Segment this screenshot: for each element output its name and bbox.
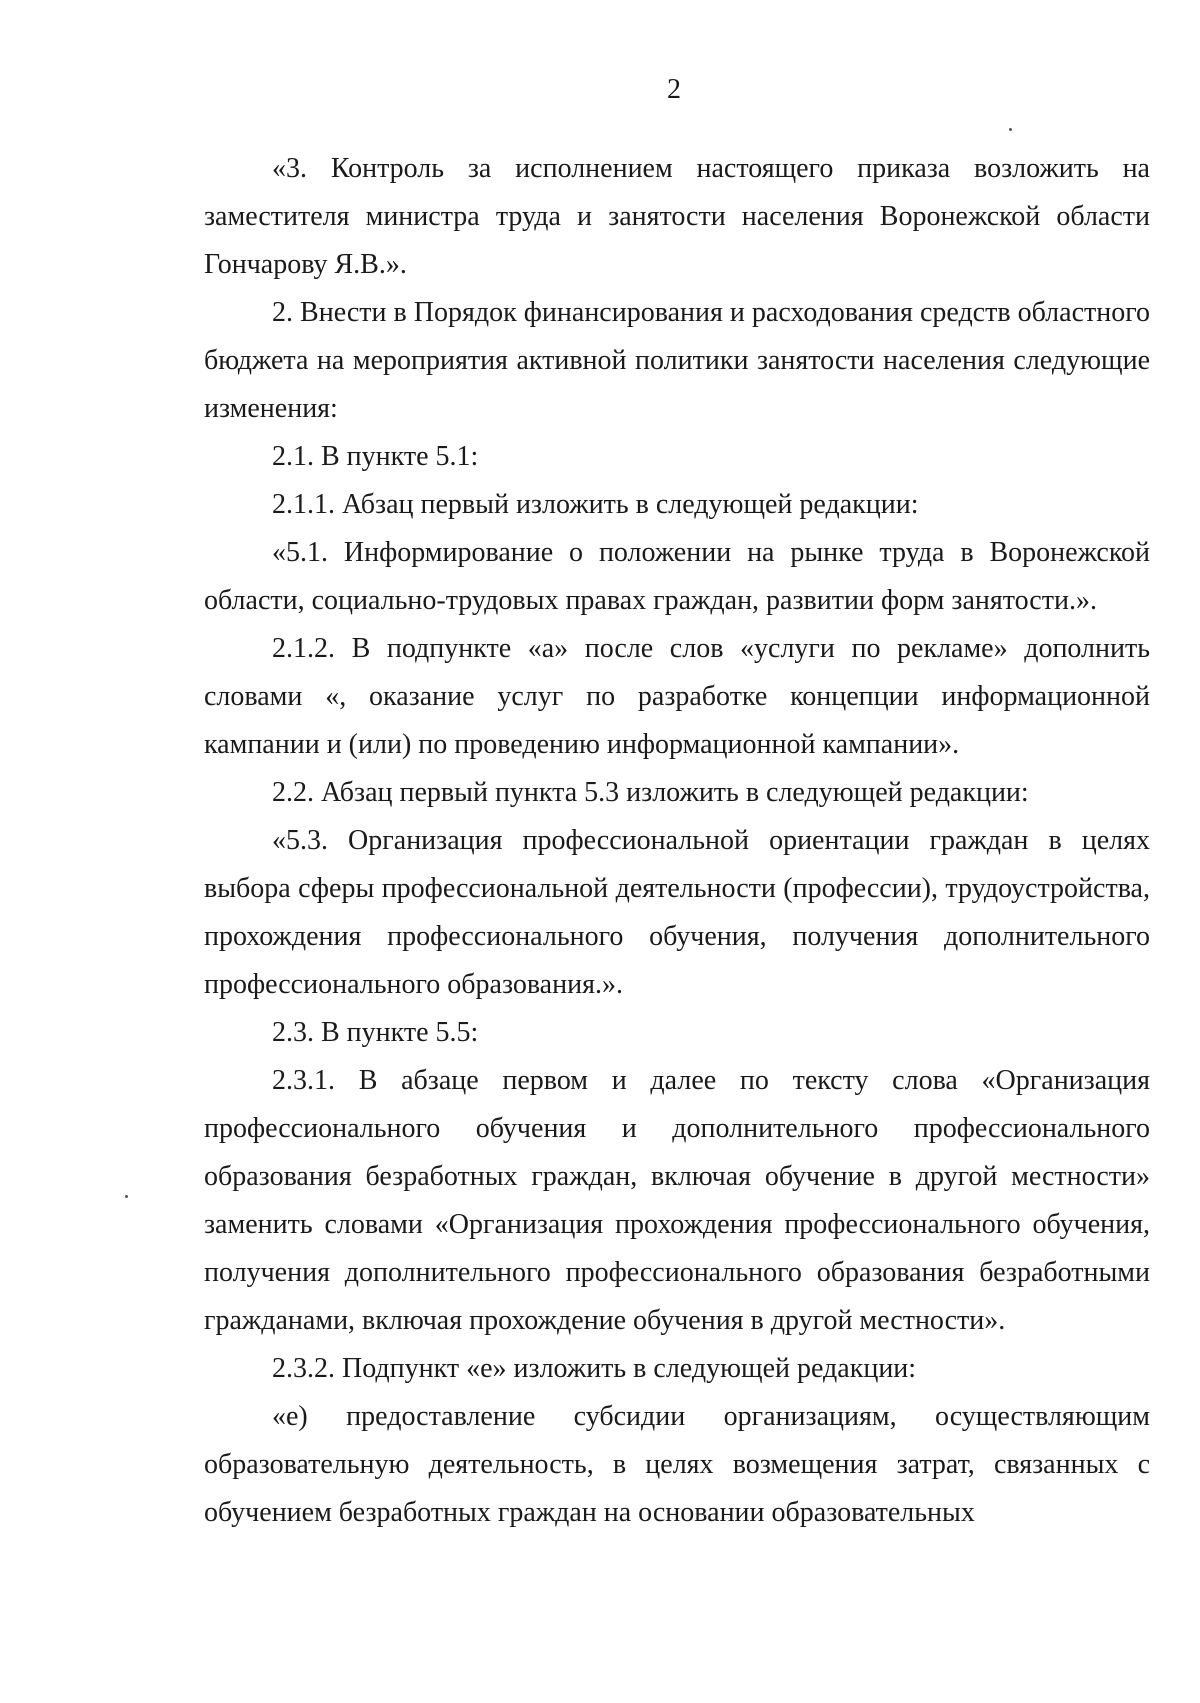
paragraph-2-1-1: 2.1.1. Абзац первый изложить в следующей редакции: — [272, 489, 919, 520]
paragraph-5-3-text: «5.3. Организация профессиональной ориентации граждан в целях выбора сферы профессиональной деятельности (профессии), трудоустройства, прохождения профессионального обучения, получения дополнительного профессионального образования.». — [204, 825, 1150, 1000]
paragraph-2-3-1: 2.3.1. В абзаце первом и далее по тексту слова «Организация профессионального обучения и дополнительного профессионального образования безработных граждан, включая обучение в другой местности» заменить словами «Организация прохождения профессионального обучения, получения дополнительного профессионального образования безработными гражданами, включая прохождение обучения в другой местности». — [204, 1065, 1150, 1336]
page-number: 2 — [667, 74, 681, 105]
paragraph-2-3: 2.3. В пункте 5.5: — [272, 1017, 479, 1048]
paragraph-2-1: 2.1. В пункте 5.1: — [272, 441, 479, 472]
paragraph-subitem-e: «е) предоставление субсидии организациям, осуществляющим образовательную деятельность, в целях возмещения затрат, связанных с обучением безработных граждан на основании образовательных — [204, 1401, 1150, 1528]
paragraph-amend-procedure: 2. Внести в Порядок финансирования и расходования средств областного бюджета на мероприятия активной политики занятости населения следующие изменения: — [204, 297, 1150, 424]
scan-artifact-dot — [125, 1195, 128, 1198]
document-body — [204, 145, 1150, 1537]
paragraph-2-3-2: 2.3.2. Подпункт «е» изложить в следующей редакции: — [272, 1353, 917, 1384]
paragraph-control: «3. Контроль за исполнением настоящего приказа возложить на заместителя министра труда и занятости населения Воронежской области Гончарову Я.В.». — [204, 153, 1150, 280]
paragraph-5-1-text: «5.1. Информирование о положении на рынке труда в Воронежской области, социально-трудовых правах граждан, развитии форм занятости.». — [204, 537, 1150, 616]
paragraph-2-2: 2.2. Абзац первый пункта 5.3 изложить в следующей редакции: — [272, 777, 1029, 808]
scan-artifact-dot — [1009, 128, 1012, 131]
paragraph-2-1-2: 2.1.2. В подпункте «а» после слов «услуги по рекламе» дополнить словами «, оказание услуг по разработке концепции информационной кампании и (или) по проведению информационной кампании». — [204, 633, 1150, 760]
